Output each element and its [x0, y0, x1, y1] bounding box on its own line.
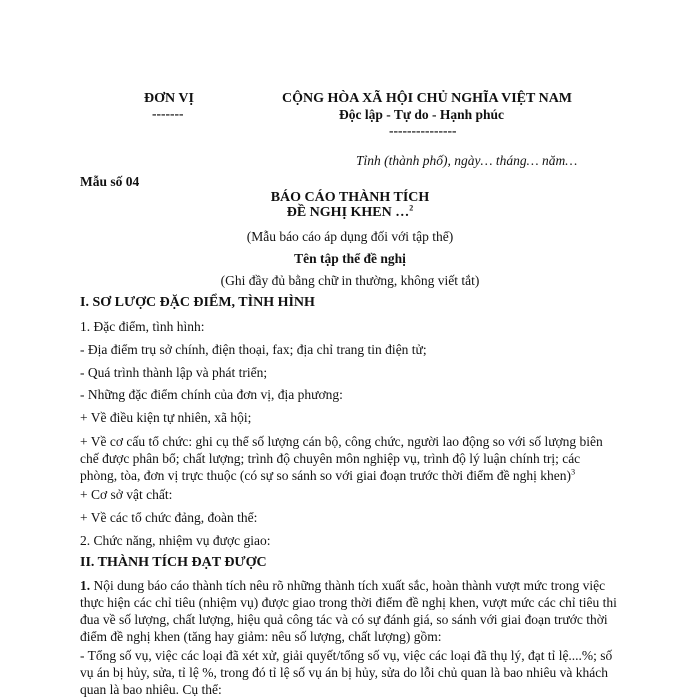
applies-to-note: (Mẫu báo cáo áp dụng đối với tập thể): [246, 229, 454, 244]
achievement-item-number: 1.: [80, 578, 91, 593]
facilities-line: + Cơ sở vật chất:: [80, 487, 173, 502]
national-motto: Độc lập - Tự do - Hạnh phúc: [339, 107, 505, 122]
section-1-item-1: 1. Đặc điểm, tình hình:: [80, 319, 205, 334]
section-1-item-2: 2. Chức năng, nhiệm vụ được giao:: [80, 533, 271, 548]
org-structure-text: + Về cơ cấu tổ chức: ghi cụ thể số lượng cán bộ, công chức, người lao động so với số lượng biên chế được phân bổ; chất lượng; trình độ chuyên môn nghiệp vụ, trình độ lý luận chính trị; các phòng, tòa, đơn vị trực thuộc (có sự so sánh so với giai đoạn trước thời điểm đề nghị khen): [80, 434, 603, 483]
collective-name-label: Tên tập thể đề nghị: [294, 251, 406, 266]
report-title: BÁO CÁO THÀNH TÍCH: [270, 190, 430, 205]
section-1-line: - Địa điểm trụ sở chính, điện thoại, fax; địa chỉ trang tin điện tử;: [80, 342, 427, 357]
report-subtitle-text: ĐỀ NGHỊ KHEN …: [286, 205, 410, 220]
achievement-paragraph: [80, 577, 620, 645]
org-structure-paragraph: [80, 433, 620, 484]
report-subtitle: [0, 205, 700, 221]
collective-name-note: (Ghi đầy đủ bằng chữ in thường, không viết tắt): [220, 273, 480, 288]
party-orgs-line: + Về các tổ chức đảng, đoàn thể:: [80, 510, 258, 525]
section-1-line: - Quá trình thành lập và phát triển;: [80, 365, 268, 380]
unit-name: ĐƠN VỊ: [144, 91, 194, 106]
unit-divider: -------: [152, 106, 184, 121]
place-date-line: Tỉnh (thành phố), ngày… tháng… năm…: [356, 153, 578, 168]
achievement-text: Nội dung báo cáo thành tích nêu rõ những thành tích xuất sắc, hoàn thành vượt mức trong việc thực hiện các chỉ tiêu (nhiệm vụ) được giao trong thời điểm đề nghị khen, vượt mức các chỉ tiêu thi đua về số lượng, chất lượng, hiệu quả công tác và có sự đánh giá, so sánh với giai đoạn trước thời điểm đề nghị khen (tăng hay giảm: nêu số lượng, chất lượng) gồm:: [80, 578, 617, 644]
footnote-marker-2: 2: [409, 203, 414, 213]
section-2-heading: II. THÀNH TÍCH ĐẠT ĐƯỢC: [80, 555, 267, 570]
motto-divider: ---------------: [389, 123, 457, 138]
section-1-line: - Những đặc điểm chính của đơn vị, địa phương:: [80, 387, 343, 402]
section-1-heading: I. SƠ LƯỢC ĐẶC ĐIỂM, TÌNH HÌNH: [80, 295, 315, 310]
form-number: Mẫu số 04: [80, 174, 140, 189]
case-stats-paragraph: - Tổng số vụ, việc các loại đã xét xử, giải quyết/tổng số vụ, việc các loại đã thụ lý, đạt tỉ lệ....%; số vụ án bị hủy, sửa, tỉ lệ %, trong đó tỉ lệ số vụ án bị hủy, sửa do lỗi chủ quan là bao nhiêu và khách quan là bao nhiêu. Cụ thể:: [80, 648, 613, 697]
footnote-marker-3: 3: [571, 467, 576, 477]
nation-name: CỘNG HÒA XÃ HỘI CHỦ NGHĨA VIỆT NAM: [282, 91, 573, 106]
section-1-line: + Về điều kiện tự nhiên, xã hội;: [80, 410, 252, 425]
